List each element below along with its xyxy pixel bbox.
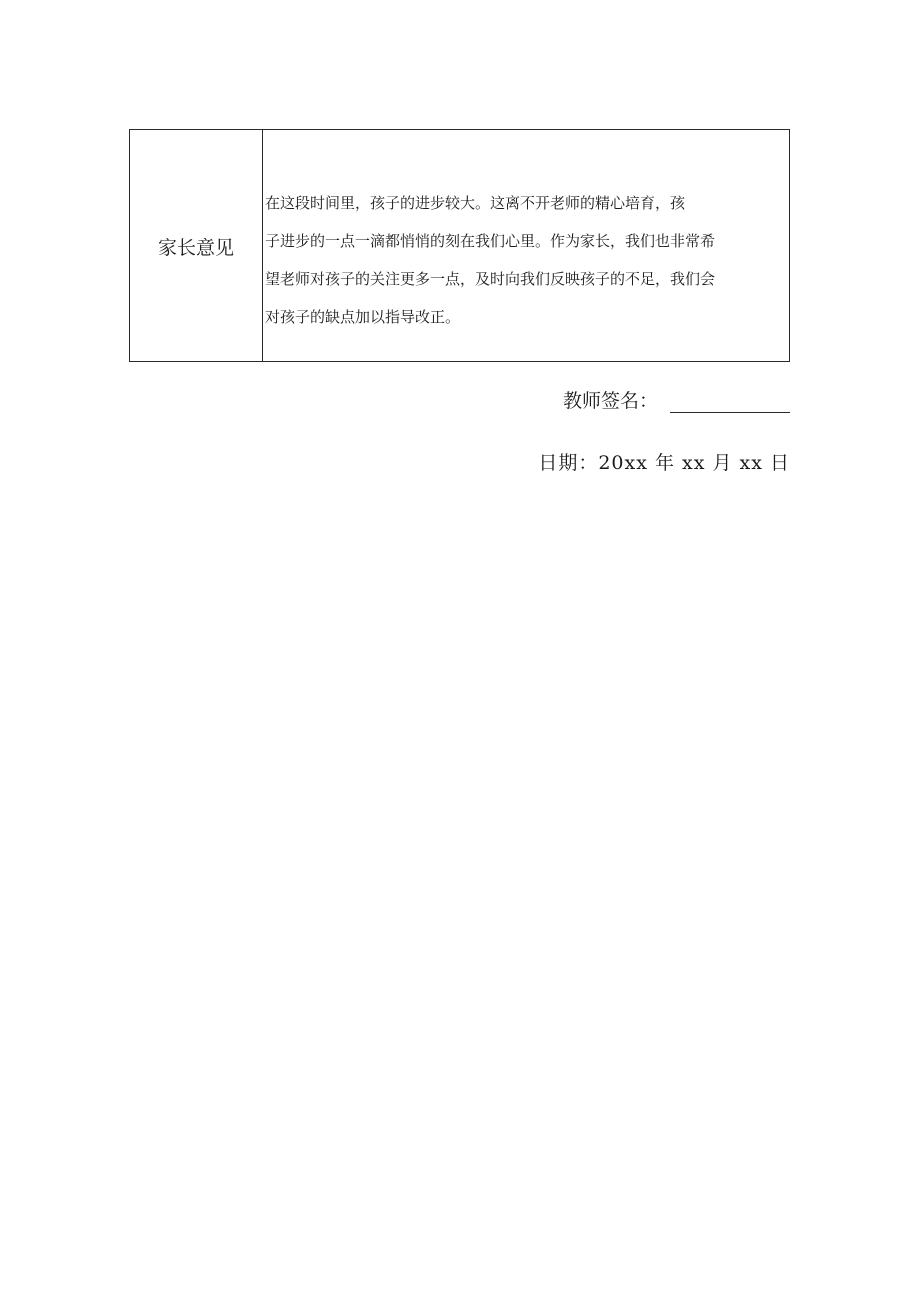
content-line: 望老师对孩子的关注更多一点，及时向我们反映孩子的不足，我们会	[265, 270, 716, 288]
date-line: 日期：20xx 年 xx 月 xx 日	[538, 452, 790, 474]
parent-opinion-label: 家长意见	[130, 130, 263, 361]
parent-opinion-content	[263, 130, 789, 361]
parent-opinion-table	[129, 129, 790, 362]
content-line: 在这段时间里，孩子的进步较大。这离不开老师的精心培育，孩	[265, 194, 686, 212]
signature-blank-line	[670, 388, 790, 413]
teacher-signature-row	[563, 386, 790, 413]
teacher-signature-label: 教师签名：	[562, 390, 658, 412]
content-line: 对孩子的缺点加以指导改正。	[265, 308, 461, 326]
content-line: 子进步的一点一滴都悄悄的刻在我们心里。作为家长，我们也非常希	[265, 232, 716, 250]
